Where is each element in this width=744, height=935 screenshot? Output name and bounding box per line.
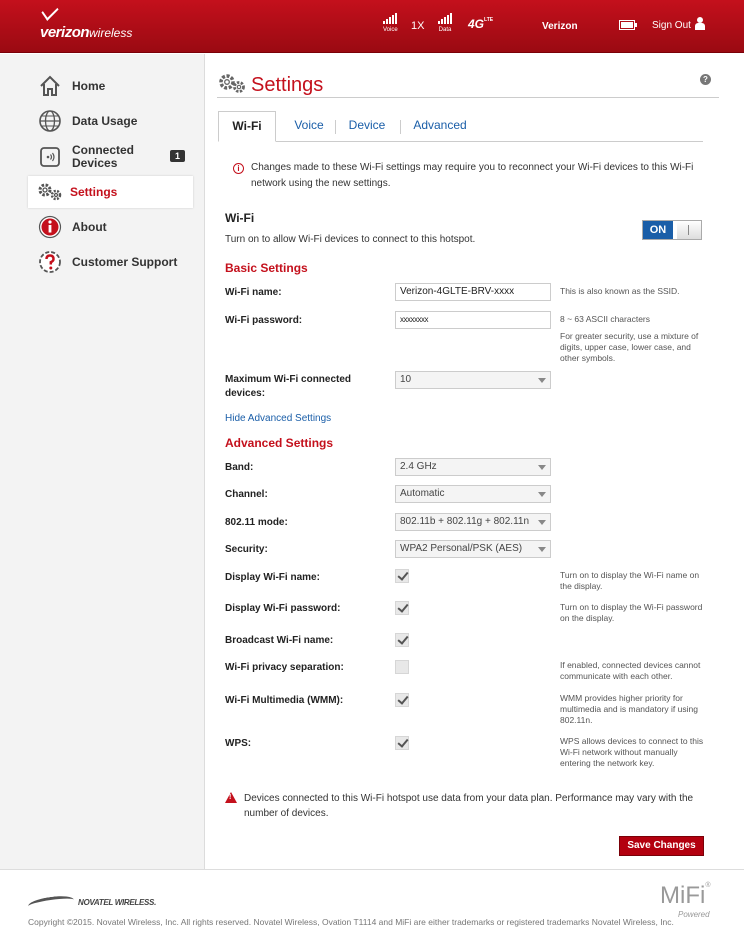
device-icon xyxy=(38,145,62,169)
sidebar-item-label: About xyxy=(72,219,107,234)
voice-signal xyxy=(383,12,398,33)
chevron-down-icon xyxy=(538,378,546,383)
display-wifi-password-hint: Turn on to display the Wi-Fi password on the display. xyxy=(560,602,703,623)
info-notice-text: Changes made to these Wi-Fi settings may require you to reconnect your Wi-Fi devices to this Wi-Fi network using the new settings. xyxy=(251,162,694,189)
gears-icon xyxy=(36,180,64,204)
mode-label: 802.11 mode: xyxy=(225,517,288,528)
sidebar-item-about[interactable] xyxy=(28,211,193,243)
basic-settings-title: Basic Settings xyxy=(225,261,308,275)
wifi-name-hint: This is also known as the SSID. xyxy=(560,286,680,296)
chevron-down-icon xyxy=(538,547,546,552)
mode-select[interactable] xyxy=(395,513,551,531)
wmm-hint: WMM provides higher priority for multimedia and is mandatory if using 802.11n. xyxy=(560,693,698,725)
main-content xyxy=(205,54,744,869)
sidebar-item-label: Customer Support xyxy=(72,254,178,269)
save-changes-button[interactable]: Save Changes xyxy=(619,836,704,856)
wmm-label: Wi-Fi Multimedia (WMM): xyxy=(225,695,344,706)
channel-select[interactable] xyxy=(395,485,551,503)
advanced-settings-title: Advanced Settings xyxy=(225,436,334,450)
max-devices-label: Maximum Wi-Fi connected devices: xyxy=(225,374,352,399)
novatel-logo-text: NOVATEL WIRELESS. xyxy=(78,898,157,907)
band-select[interactable] xyxy=(395,458,551,476)
sidebar-item-label: Connected Devices xyxy=(72,143,135,170)
home-icon xyxy=(38,74,62,98)
verizon-check-icon xyxy=(41,1,58,21)
wifi-toggle-on-label: ON xyxy=(643,221,673,239)
display-wifi-password-label: Display Wi-Fi password: xyxy=(225,603,341,614)
max-devices-value: 10 xyxy=(400,374,412,385)
wps-checkbox[interactable] xyxy=(395,736,409,750)
info-icon xyxy=(38,215,62,239)
wps-hint: WPS allows devices to connect to this Wi-Fi network without manually entering the network key. xyxy=(560,736,704,768)
sidebar-nav xyxy=(0,54,205,869)
warning-icon: ! xyxy=(225,792,237,803)
sidebar-item-label: Settings xyxy=(70,184,118,199)
settings-tabs xyxy=(218,111,703,142)
max-devices-select[interactable] xyxy=(395,371,551,389)
sidebar-item-connected-devices[interactable] xyxy=(28,140,193,174)
wifi-name-input[interactable]: Verizon-4GLTE-BRV-xxxx xyxy=(395,283,551,301)
wifi-password-hint-length: 8 ~ 63 ASCII characters xyxy=(560,314,651,324)
voice-label: Voice xyxy=(383,27,398,33)
data-signal xyxy=(438,12,452,33)
user-icon[interactable] xyxy=(695,17,705,31)
channel-label: Channel: xyxy=(225,489,268,500)
info-notice-icon: i xyxy=(233,163,244,174)
sidebar-item-settings[interactable] xyxy=(28,176,193,208)
tab-voice[interactable]: Voice xyxy=(294,118,324,132)
privacy-separation-label: Wi-Fi privacy separation: xyxy=(225,662,344,673)
copyright-text: Copyright ©2015. Novatel Wireless, Inc. All rights reserved. Novatel Wireless, Ovation T1114 and MiFi are either trademarks or registered trademarks Novatel Wireless, Inc. xyxy=(28,917,674,927)
wifi-toggle-knob[interactable] xyxy=(677,221,701,239)
carrier-name: Verizon xyxy=(542,21,578,32)
tab-device[interactable]: Device xyxy=(348,118,386,132)
sidebar-item-label: Data Usage xyxy=(72,113,138,128)
sidebar-item-home[interactable] xyxy=(28,70,193,102)
channel-value: Automatic xyxy=(400,488,445,499)
connected-devices-count-badge: 1 xyxy=(170,150,185,162)
sign-out-link[interactable]: Sign Out xyxy=(652,20,691,31)
tab-advanced[interactable]: Advanced xyxy=(413,118,467,132)
display-wifi-name-hint: Turn on to display the Wi-Fi name on the display. xyxy=(560,570,700,591)
privacy-separation-hint: If enabled, connected devices cannot communicate with each other. xyxy=(560,660,701,681)
chevron-down-icon xyxy=(538,520,546,525)
mifi-powered-text: Powered xyxy=(678,910,710,919)
display-wifi-name-label: Display Wi-Fi name: xyxy=(225,572,320,583)
chevron-down-icon xyxy=(538,492,546,497)
data-plan-warning-text: Devices connected to this Wi-Fi hotspot use data from your data plan. Performance may vary with the number of devices. xyxy=(244,793,694,819)
sidebar-item-customer-support[interactable] xyxy=(28,246,193,278)
wifi-heading: Wi-Fi xyxy=(225,211,255,225)
security-value: WPA2 Personal/PSK (AES) xyxy=(400,543,523,554)
tab-wifi[interactable]: Wi-Fi xyxy=(218,111,276,142)
onex-indicator: 1X xyxy=(411,20,425,32)
security-select[interactable] xyxy=(395,540,551,558)
broadcast-wifi-name-checkbox[interactable] xyxy=(395,633,409,647)
display-wifi-name-checkbox[interactable] xyxy=(395,569,409,583)
footer xyxy=(0,869,744,935)
band-label: Band: xyxy=(225,462,254,473)
battery-icon xyxy=(619,20,635,30)
data-signal-bars-icon xyxy=(438,12,452,24)
settings-gears-icon xyxy=(217,72,247,96)
wifi-password-hint-security: For greater security, use a mixture of digits, upper case, lower case, and other symbols. xyxy=(560,331,699,363)
support-icon xyxy=(38,250,62,274)
wifi-password-label: Wi-Fi password: xyxy=(225,315,303,326)
wifi-name-label: Wi-Fi name: xyxy=(225,287,282,298)
mifi-logo: MiFi® xyxy=(660,882,711,909)
tab-divider xyxy=(335,120,336,134)
sidebar-item-data-usage[interactable] xyxy=(28,105,193,137)
network-type-4g-lte: $4G^{LTE}$ xyxy=(468,17,494,31)
page-title: Settings xyxy=(251,74,324,96)
wps-label: WPS: xyxy=(225,738,252,749)
novatel-swoosh-icon xyxy=(27,894,74,912)
novatel-logo xyxy=(28,895,163,913)
wifi-password-input[interactable]: xxxxxxxx xyxy=(395,311,551,329)
display-wifi-password-checkbox[interactable] xyxy=(395,601,409,615)
wmm-checkbox[interactable] xyxy=(395,693,409,707)
hide-advanced-settings-link[interactable]: Hide Advanced Settings xyxy=(225,413,332,424)
wifi-toggle[interactable] xyxy=(642,220,702,240)
sidebar-item-label: Home xyxy=(72,78,106,93)
mode-value: 802.11b + 802.11g + 802.11n xyxy=(400,516,530,527)
globe-icon xyxy=(38,109,62,133)
band-value: 2.4 GHz xyxy=(400,461,437,472)
help-icon[interactable]: ? xyxy=(700,74,711,85)
data-label: Data xyxy=(438,27,452,33)
title-divider xyxy=(217,97,719,98)
chevron-down-icon xyxy=(538,465,546,470)
voice-signal-bars-icon xyxy=(383,12,398,24)
top-header: verizonwireless Voice 1X Data $4G^{LTE}$ Verizon Sign Out xyxy=(0,0,744,53)
wifi-description: Turn on to allow Wi-Fi devices to connect to this hotspot. xyxy=(225,234,476,245)
security-label: Security: xyxy=(225,544,268,555)
privacy-separation-checkbox[interactable] xyxy=(395,660,409,674)
broadcast-wifi-name-label: Broadcast Wi-Fi name: xyxy=(225,635,334,646)
tab-divider xyxy=(400,120,401,134)
